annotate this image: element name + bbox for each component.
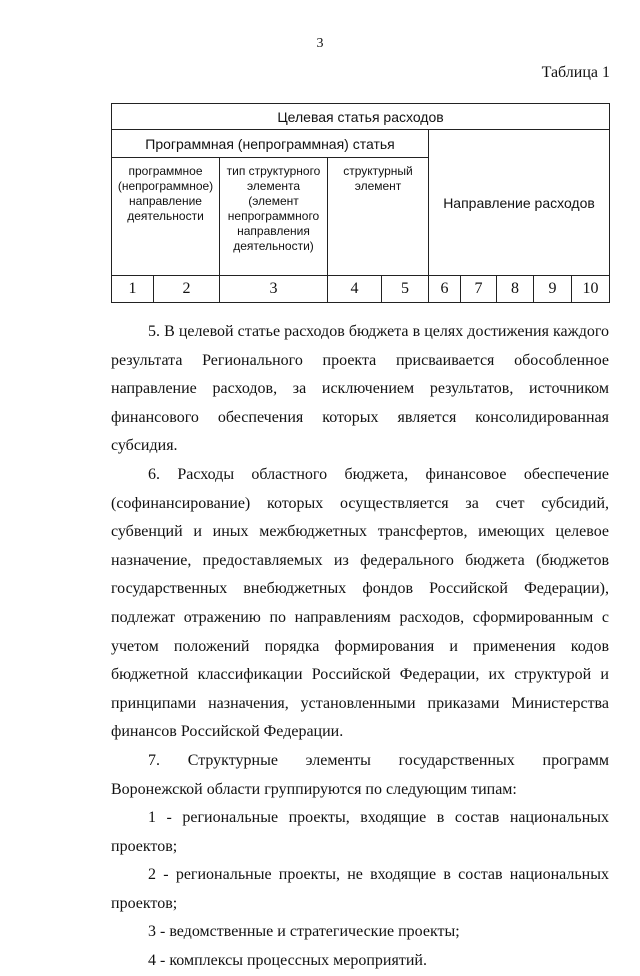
column-number: 3 — [220, 276, 328, 303]
column-number: 8 — [497, 276, 534, 303]
column-number: 6 — [429, 276, 461, 303]
table-caption: Таблица 1 — [541, 64, 610, 81]
column-number: 1 — [112, 276, 154, 303]
column-number: 7 — [461, 276, 497, 303]
column-number: 4 — [328, 276, 382, 303]
list-item: 3 - ведомственные и стратегические проекты; — [148, 923, 460, 941]
column-number: 9 — [534, 276, 572, 303]
budget-code-table — [111, 103, 610, 303]
list-item: 1 - региональные проекты, входящие в состав национальных проектов; — [111, 809, 609, 855]
header-element-type: тип структурного элемента (элемент непрограммного направления деятельности) — [220, 158, 328, 276]
column-number: 2 — [154, 276, 220, 303]
column-number: 10 — [572, 276, 610, 303]
header-program-article: Программная (непрограммная) статья — [112, 130, 429, 158]
list-item: 4 - комплексы процессных мероприятий. — [148, 952, 427, 970]
list-item: 2 - региональные проекты, не входящие в состав национальных проектов; — [111, 866, 609, 912]
paragraph-5: 5. В целевой статье расходов бюджета в целях достижения каждого результата Регионального проекта присваивается обособленное направление расходов, за исключением результатов, источником финансового обеспечения которых является консолидированная субсидия. — [111, 323, 609, 455]
document-body — [111, 318, 609, 976]
column-number: 5 — [382, 276, 429, 303]
header-structural-element: структурный элемент — [328, 158, 429, 276]
header-program-direction: программное (непрограммное) направление деятельности — [112, 158, 220, 276]
header-expense-direction: Направление расходов — [429, 130, 610, 276]
header-target-article: Целевая статья расходов — [112, 104, 610, 130]
page-number: 3 — [316, 36, 324, 51]
paragraph-7: 7. Структурные элементы государственных программ Воронежской области группируются по следующим типам: — [111, 751, 609, 798]
column-numbers-row — [112, 276, 610, 303]
paragraph-6: 6. Расходы областного бюджета, финансовое обеспечение (софинансирование) которых осуществляется за счет субсидий, субвенций и иных межбюджетных трансфертов, имеющих целевое назначение, предоставляемых из федерального бюджета (бюджетов государственных внебюджетных фондов Российской Федерации), подлежат отражению по направлениям расходов, сформированным с учетом положений порядка формирования и применения кодов бюджетной классификации Российской Федерации, их структурой и принципами назначения, установленными приказами Министерства финансов Российской Федерации. — [111, 465, 609, 741]
